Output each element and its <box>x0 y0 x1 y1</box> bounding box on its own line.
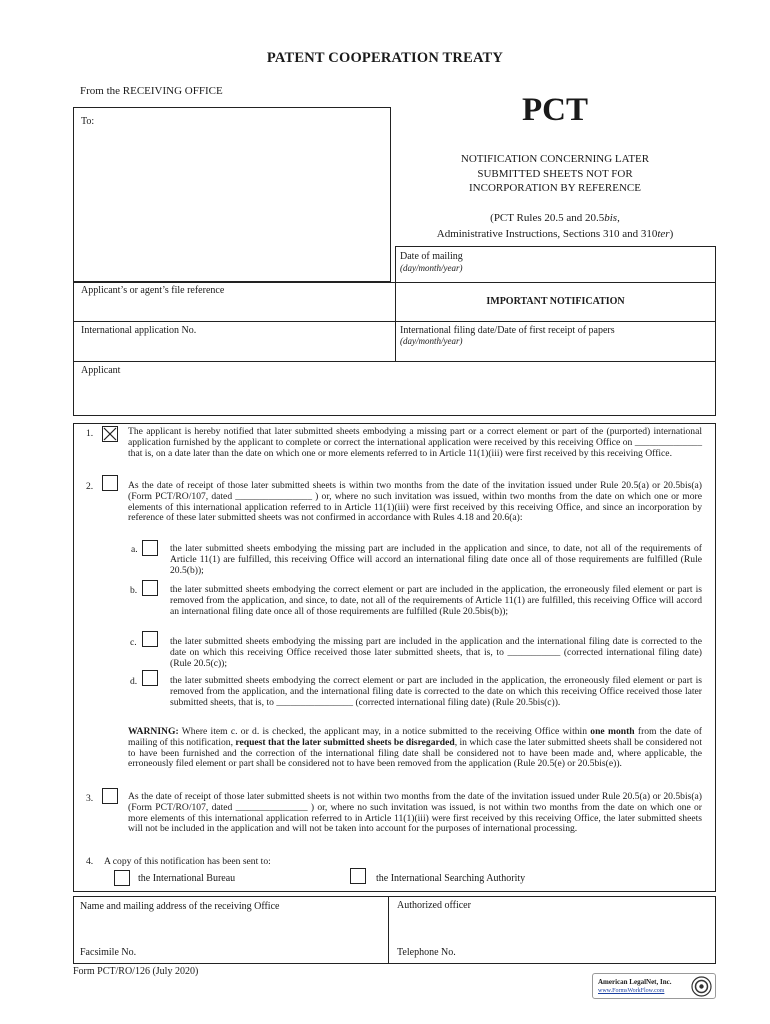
warning-text-2: from the date of mailing of this notification, <box>128 726 702 748</box>
sub-item-c-label: c. <box>130 637 137 648</box>
international-filing-date-field[interactable] <box>395 321 716 362</box>
item-1-checkbox[interactable] <box>102 426 118 442</box>
sub-item-a-checkbox[interactable] <box>142 540 158 556</box>
item-3-checkbox[interactable] <box>102 788 118 804</box>
publisher-badge[interactable] <box>592 973 716 999</box>
notification-title-line-2: SUBMITTED SHEETS NOT FOR <box>477 167 633 180</box>
sub-item-b-checkbox[interactable] <box>142 580 158 596</box>
document-title: PATENT COOPERATION TREATY <box>266 50 504 66</box>
date-of-mailing-field[interactable] <box>395 246 716 283</box>
notification-title-line-3: INCORPORATION BY REFERENCE <box>469 182 641 194</box>
item-4-text: A copy of this notification has been sent to: <box>104 856 271 867</box>
item-2-text: As the date of receipt of those later submitted sheets is within two months from the date of the invitation issued under Rule 20.5(a) or 20.5bis(a) (Form PCT/RO/107, dated ________________ ) or, where no such invitation was issued, within two months from the date on which one or more elements of this international application referred to in Article 11(1)(iii) were first received by this receiving Office, and since an incorporation by reference of these later submitted sheets was not confirmed in accordance with Rules 4.18 and 20.6(a): <box>128 480 702 524</box>
international-application-number-field[interactable] <box>73 321 396 362</box>
form-identifier: Form PCT/RO/126 (July 2020) <box>73 966 199 977</box>
applicant-label: Applicant <box>81 365 121 376</box>
sub-item-a-text: the later submitted sheets embodying the missing part are included in the application and since, to date, not all of the requirements of Article 11(1) are fulfilled, this receiving Office will accord an international filing date once all of those requirements are fulfilled (Rule 20.5(b)); <box>170 543 702 576</box>
warning-bold-2: request that the later submitted sheets be disregarded <box>235 736 455 748</box>
item-3-text: As the date of receipt of those later submitted sheets is not within two months from the date of the invitation issued under Rule 20.5(a) or 20.5bis(a) (Form PCT/RO/107, dated _______________ ) or, where no such invitation was issued, is not within two months from the date on which one or more elements of this international application referred to in Article 11(1)(iii) were first received by this receiving Office, the later submitted sheets will not be included in the application and will not be taken into account for the purposes of international processing. <box>128 791 702 835</box>
copy-international-bureau-label: the International Bureau <box>138 873 236 884</box>
international-filing-date-format: (day/month/year) <box>400 336 463 346</box>
warning-text-3: , in which case the later submitted sheets shall be considered not to have been furnished and the correction of the international filing date shall be considered not to have been made and, where applicable, the erroneously filed element or part shall be considered not to have been removed from the application (Rule 20.5(e) or 20.5bis(e)). <box>128 736 702 770</box>
item-2-checkbox[interactable] <box>102 475 118 491</box>
telephone-label: Telephone No. <box>397 947 456 958</box>
from-receiving-office: From the RECEIVING OFFICE <box>80 85 223 97</box>
receiving-office-address-label: Name and mailing address of the receiving Office <box>80 901 280 912</box>
international-application-number-label: International application No. <box>81 325 197 336</box>
sub-item-c-text: the later submitted sheets embodying the missing part are included in the application and the international filing date is corrected to the date on which this receiving Office received those later submitted sheets, that is, to ___________ (corrected international filing date) (Rule 20.5(c)); <box>170 636 702 669</box>
rules-line-2-text: Administrative Instructions, Sections 310 and 310 <box>436 227 658 240</box>
copy-isa-label: the International Searching Authority <box>376 873 526 884</box>
date-of-mailing-format: (day/month/year) <box>400 263 463 273</box>
copy-isa-checkbox[interactable] <box>350 868 366 884</box>
item-1-text: The applicant is hereby notified that later submitted sheets embodying a missing part or a correct element or part of the (purported) international application furnished by the applicant to complete or correct the international application were received by this receiving Office on ______________ that is, on a date later than the date on which one or more elements referred to in Article 11(1)(iii) were first received by this receiving Office. <box>128 426 702 459</box>
file-reference-field[interactable] <box>73 282 396 322</box>
item-4-number: 4. <box>86 856 94 867</box>
important-notification-label: IMPORTANT NOTIFICATION <box>486 296 625 307</box>
sub-item-d-text: the later submitted sheets embodying the correct element or part are included in the application, the erroneously filed element or part is removed from the application, and the international filing date is corrected to the date on which this receiving Office received those later submitted sheets, that is, to ________________ (corrected international filing date) (Rule 20.5bis(c)). <box>170 675 702 708</box>
publisher-name: American LegalNet, Inc. <box>598 978 672 986</box>
item-2-number: 2. <box>86 481 94 492</box>
publisher-logo-icon <box>691 976 712 997</box>
sub-item-c-checkbox[interactable] <box>142 631 158 647</box>
receiving-office-address-box[interactable] <box>73 896 389 964</box>
applicant-field[interactable] <box>73 361 716 416</box>
item-1-number: 1. <box>86 428 94 439</box>
authorized-officer-box[interactable] <box>388 896 716 964</box>
item-3-number: 3. <box>86 793 94 804</box>
warning-bold-1: one month <box>590 726 635 737</box>
warning-label: WARNING: <box>128 726 179 737</box>
to-label: To: <box>81 116 95 127</box>
notification-title <box>400 152 710 196</box>
facsimile-label: Facsimile No. <box>80 947 137 958</box>
checkmark-x-icon <box>103 427 117 441</box>
rules-line-2-ter: ter <box>657 227 670 240</box>
sub-item-b-text: the later submitted sheets embodying the correct element or part are included in the application, the erroneously filed element or part is removed from the application, and since, to date, not all of the requirements of Article 11(1) are fulfilled, this receiving Office will accord an international filing date once all of those requirements are fulfilled (Rule 20.5bis(b)); <box>170 584 702 617</box>
authorized-officer-label: Authorized officer <box>397 900 471 911</box>
rules-reference <box>400 211 710 242</box>
copy-international-bureau-checkbox[interactable] <box>114 870 130 886</box>
international-filing-date-label: International filing date/Date of first receipt of papers <box>400 325 615 336</box>
rules-line-2-end: ) <box>669 227 674 240</box>
pct-heading: PCT <box>522 92 588 128</box>
date-of-mailing-label: Date of mailing <box>400 251 463 262</box>
warning-paragraph <box>128 727 702 770</box>
sub-item-d-checkbox[interactable] <box>142 670 158 686</box>
rules-line-1-end: , <box>617 212 620 224</box>
warning-text-1: Where item c. or d. is checked, the applicant may, in a notice submitted to the receiving Office within <box>178 726 591 737</box>
notification-title-line-1: NOTIFICATION CONCERNING LATER <box>460 153 650 165</box>
sub-item-a-label: a. <box>131 544 138 555</box>
publisher-link[interactable]: www.FormsWorkFlow.com <box>598 988 665 994</box>
to-address-box[interactable] <box>73 107 391 282</box>
rules-line-1 <box>400 211 710 227</box>
rules-line-2 <box>400 227 710 243</box>
rules-line-1-text: (PCT Rules 20.5 and 20.5 <box>490 212 605 224</box>
sub-item-b-label: b. <box>130 585 138 596</box>
important-notification-box <box>395 282 716 322</box>
file-reference-label: Applicant’s or agent’s file reference <box>81 285 225 296</box>
sub-item-d-label: d. <box>130 676 138 687</box>
rules-line-1-bis: bis <box>604 212 618 224</box>
